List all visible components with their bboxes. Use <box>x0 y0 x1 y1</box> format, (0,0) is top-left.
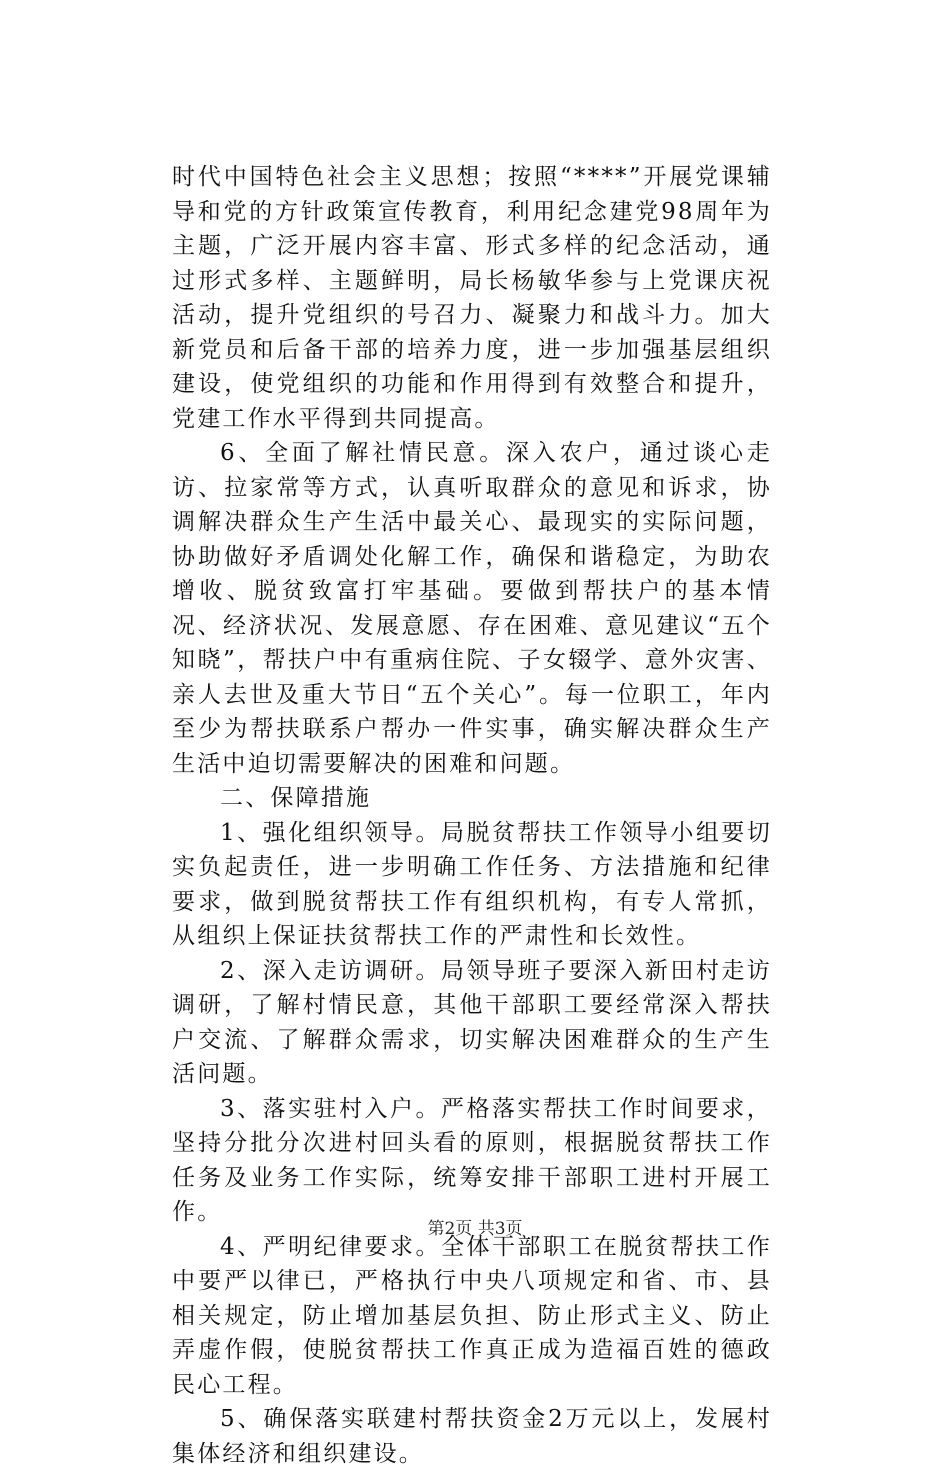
page-footer: 第2页 共3页 <box>427 1219 523 1239</box>
paragraph-safeguard-2: 2、深入走访调研。局领导班子要深入新田村走访调研，了解村情民意，其他干部职工要经常深入帮扶户交流、了解群众需求，切实解决困难群众的生产生活问题。 <box>172 957 772 1087</box>
paragraph-safeguard-4: 4、严明纪律要求。全体干部职工在脱贫帮扶工作中要严以律已，严格执行中央八项规定和省、市、县相关规定，防止增加基层负担、防止形式主义、防止弄虚作假，使脱贫帮扶工作真正成为造福百姓的德政民心工程。 <box>172 1233 772 1398</box>
paragraph-item-6: 6、全面了解社情民意。深入农户，通过谈心走访、拉家常等方式，认真听取群众的意见和诉求，协调解决群众生产生活中最关心、最现实的实际问题，协助做好矛盾调处化解工作，确保和谐稳定，为助农增收、脱贫致富打牢基础。要做到帮扶户的基本情况、经济状况、发展意愿、存在困难、意见建议“五个知晓”，帮扶户中有重病住院、子女辍学、意外灾害、亲人去世及重大节日“五个关心”。每一位职工，年内至少为帮扶联系户帮办一件实事，确实解决群众生产生活中迫切需要解决的困难和问题。 <box>172 440 772 777</box>
document-body <box>172 160 772 1471</box>
paragraph-safeguard-5: 5、确保落实联建村帮扶资金2万元以上，发展村集体经济和组织建设。 <box>172 1406 772 1467</box>
paragraph-continuation: 时代中国特色社会主义思想；按照“****”开展党课辅导和党的方针政策宣传教育，利用纪念建党98周年为主题，广泛开展内容丰富、形式多样的纪念活动，通过形式多样、主题鲜明，局长杨敏华参与上党课庆祝活动，提升党组织的号召力、凝聚力和战斗力。加大新党员和后备干部的培养力度，进一步加强基层组织建设，使党组织的功能和作用得到有效整合和提升，党建工作水平得到共同提高。 <box>172 164 772 432</box>
paragraph-safeguard-3: 3、落实驻村入户。严格落实帮扶工作时间要求，坚持分批分次进村回头看的原则，根据脱贫帮扶工作任务及业务工作实际，统筹安排干部职工进村开展工作。 <box>172 1095 772 1225</box>
paragraph-safeguard-1: 1、强化组织领导。局脱贫帮扶工作领导小组要切实负起责任，进一步明确工作任务、方法措施和纪律要求，做到脱贫帮扶工作有组织机构，有专人常抓，从组织上保证扶贫帮扶工作的严肃性和长效性。 <box>172 819 772 949</box>
section-heading-safeguards: 二、保障措施 <box>220 785 372 811</box>
